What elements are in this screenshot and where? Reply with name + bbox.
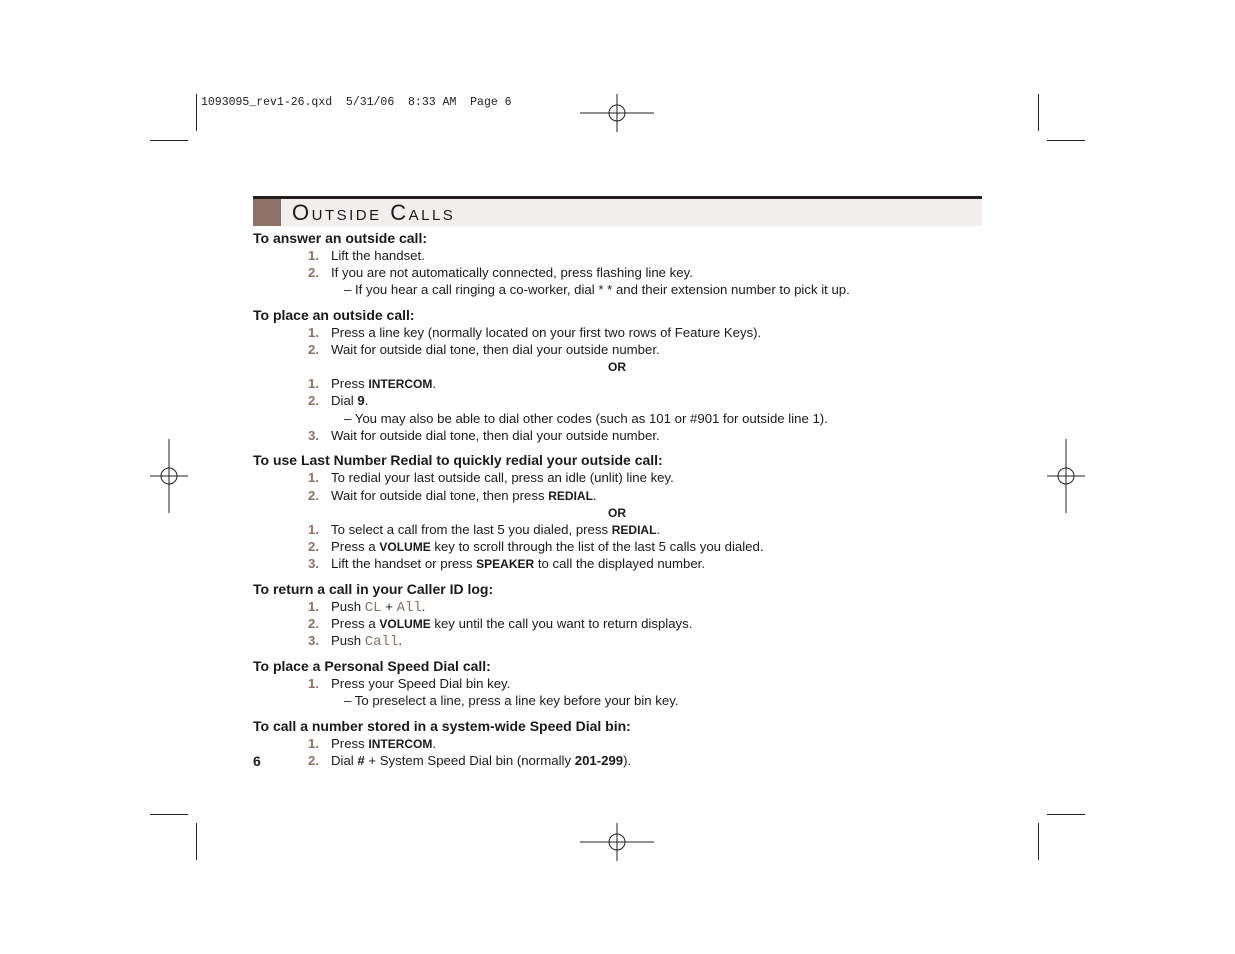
key-intercom: INTERCOM — [368, 737, 433, 751]
step-number: 3. — [308, 556, 319, 571]
step-text: If you are not automatically connected, press flashing line key. — [331, 265, 693, 280]
step-text: Press a VOLUME key until the call you want to return displays. — [331, 616, 693, 631]
step-number: 2. — [308, 393, 319, 408]
section-heading-redial: To use Last Number Redial to quickly redial your outside call: — [253, 452, 663, 468]
key-volume: VOLUME — [379, 617, 431, 631]
or-divider: OR — [608, 506, 626, 520]
step-number: 2. — [308, 539, 319, 554]
page-title: Outside Calls — [292, 200, 456, 225]
step-number: 2. — [308, 342, 319, 357]
key-volume: VOLUME — [379, 540, 431, 554]
step-text: Press a VOLUME key to scroll through the list of the last 5 calls you dialed. — [331, 539, 764, 554]
step-text: Lift the handset or press SPEAKER to call the displayed number. — [331, 556, 705, 571]
step-text: Press your Speed Dial bin key. — [331, 676, 511, 691]
step-text: To select a call from the last 5 you dialed, press REDIAL. — [331, 522, 661, 537]
key-9: 9 — [357, 393, 365, 408]
step-number: 1. — [308, 470, 319, 485]
display-label-cl: CL — [364, 600, 382, 616]
registration-mark-bottom — [580, 823, 654, 861]
step-text: Push CL + All. — [331, 599, 426, 616]
key-redial: REDIAL — [548, 489, 593, 503]
step-number: 1. — [308, 522, 319, 537]
sub-note: – To preselect a line, press a line key before your bin key. — [344, 693, 679, 708]
step-text: To redial your last outside call, press an idle (unlit) line key. — [331, 470, 674, 485]
key-speaker: SPEAKER — [476, 557, 535, 571]
step-text: Dial 9. — [331, 393, 369, 408]
step-text: Lift the handset. — [331, 248, 425, 263]
page-number: 6 — [253, 753, 261, 769]
step-text: Dial # + System Speed Dial bin (normally 201-299). — [331, 753, 632, 768]
step-number: 2. — [308, 753, 319, 768]
sub-note: – If you hear a call ringing a co-worker, dial * * and their extension number to pick it up. — [344, 282, 850, 297]
section-heading-callerid: To return a call in your Caller ID log: — [253, 581, 494, 597]
step-text: Wait for outside dial tone, then dial your outside number. — [331, 342, 660, 357]
step-number: 1. — [308, 376, 319, 391]
display-label-all: All — [396, 600, 422, 616]
or-divider: OR — [608, 360, 626, 374]
step-number: 3. — [308, 428, 319, 443]
registration-mark-left — [150, 439, 188, 513]
file-slug: 1093095_rev1-26.qxd 5/31/06 8:33 AM Page 6 — [201, 96, 512, 109]
section-heading-answer: To answer an outside call: — [253, 230, 428, 246]
step-text: Press INTERCOM. — [331, 376, 437, 391]
step-text: Wait for outside dial tone, then press REDIAL. — [331, 488, 597, 503]
step-number: 1. — [308, 736, 319, 751]
step-number: 2. — [308, 616, 319, 631]
step-number: 1. — [308, 676, 319, 691]
step-number: 2. — [308, 488, 319, 503]
sub-note: – You may also be able to dial other codes (such as 101 or #901 for outside line 1). — [344, 411, 828, 426]
display-label-call: Call — [364, 634, 399, 650]
step-number: 1. — [308, 599, 319, 614]
key-pound: # — [357, 753, 365, 768]
registration-mark-right — [1047, 439, 1085, 513]
step-number: 2. — [308, 265, 319, 280]
key-intercom: INTERCOM — [368, 377, 433, 391]
key-redial: REDIAL — [611, 523, 657, 537]
step-number: 3. — [308, 633, 319, 648]
section-heading-system: To call a number stored in a system-wide Speed Dial bin: — [253, 718, 631, 734]
section-heading-place: To place an outside call: — [253, 307, 415, 323]
registration-mark-top — [580, 94, 654, 132]
section-heading-personal: To place a Personal Speed Dial call: — [253, 658, 491, 674]
step-text: Push Call. — [331, 633, 403, 650]
step-number: 1. — [308, 325, 319, 340]
step-number: 1. — [308, 248, 319, 263]
step-text: Wait for outside dial tone, then dial your outside number. — [331, 428, 660, 443]
step-text: Press INTERCOM. — [331, 736, 437, 751]
bin-range: 201-299 — [574, 753, 624, 768]
title-accent-square — [253, 199, 281, 226]
step-text: Press a line key (normally located on your first two rows of Feature Keys). — [331, 325, 762, 340]
